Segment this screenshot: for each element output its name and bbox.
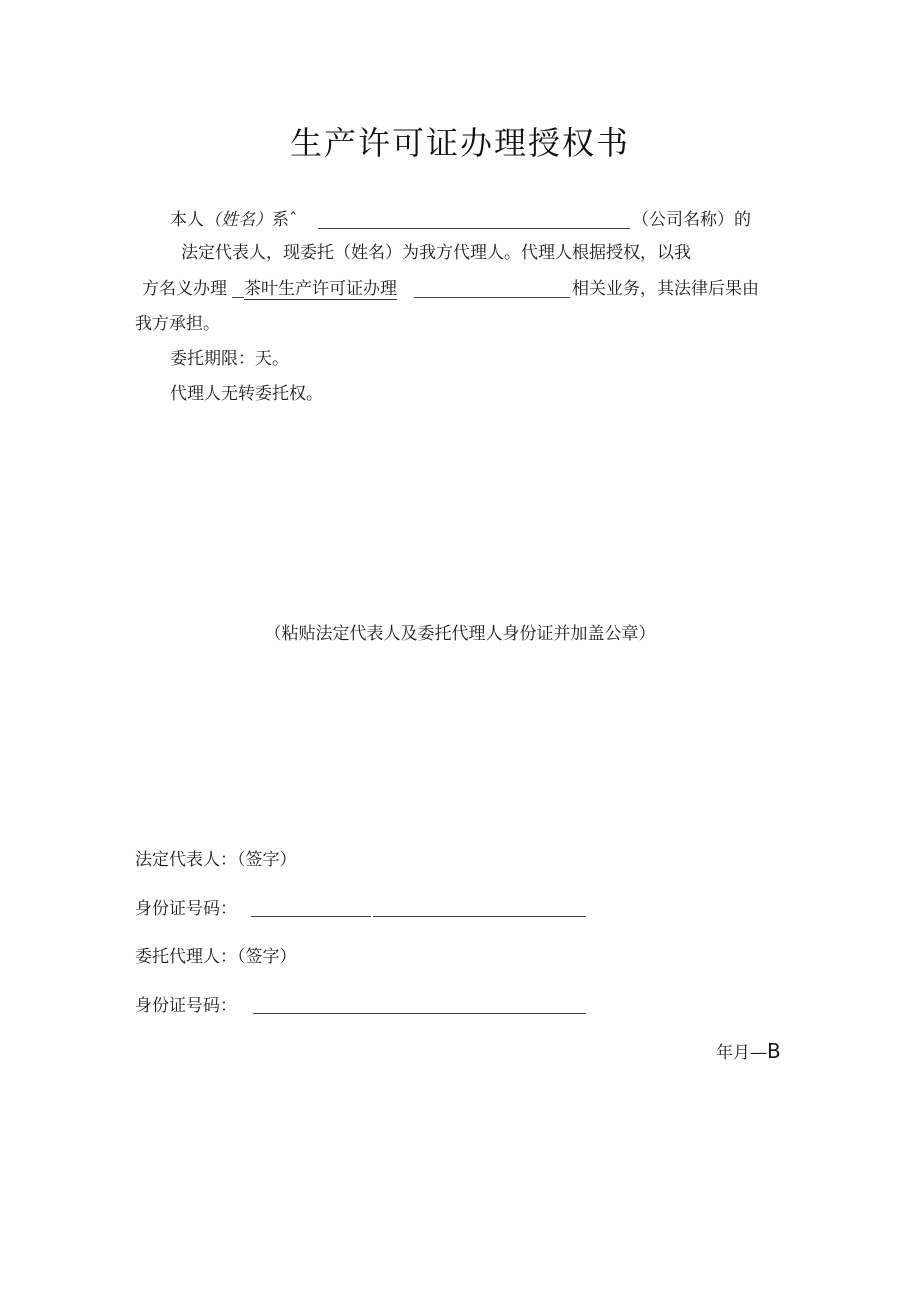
business-blank-lead	[232, 297, 244, 298]
para-line-2: 法定代表人，现委托（姓名）为我方代理人。代理人根据授权，以我	[181, 243, 691, 263]
legal-rep-label: 法定代表人：	[135, 850, 237, 870]
date-text: 年月—	[716, 1043, 767, 1063]
para-line-4: 我方承担。	[135, 314, 220, 334]
date-line	[716, 1041, 781, 1063]
para-line-3-prefix: 方名义办理	[142, 279, 227, 299]
legal-rep-line	[135, 850, 297, 870]
date-b: B	[767, 1039, 781, 1063]
name-hint: （姓名）	[204, 210, 272, 230]
agent-line	[135, 947, 297, 967]
id-blank-2	[253, 1013, 586, 1014]
id-blank-1a	[251, 916, 371, 917]
paste-id-note: （粘贴法定代表人及委托代理人身份证并加盖公章）	[264, 624, 656, 644]
agent-sign: （签字）	[237, 947, 297, 967]
agent-label: 委托代理人：	[135, 947, 237, 967]
company-name-blank	[318, 228, 630, 229]
para1-prefix: 本人	[170, 210, 204, 230]
id-label-1: 身份证号码：	[135, 899, 237, 919]
no-sub-delegation: 代理人无转委托权。	[170, 384, 323, 404]
term-line: 委托期限：天。	[170, 349, 289, 369]
para-line-1	[170, 210, 298, 230]
para1-xi: 系ˆ	[272, 210, 298, 230]
page-title: 生产许可证办理授权书	[289, 124, 630, 162]
legal-rep-sign: （签字）	[237, 850, 297, 870]
id-label-2: 身份证号码：	[135, 996, 237, 1016]
business-name: 茶叶生产许可证办理	[244, 279, 397, 299]
id-blank-1b	[373, 916, 586, 917]
business-blank-tail	[414, 297, 570, 298]
para-line-3-suffix: 相关业务，其法律后果由	[572, 279, 759, 299]
company-hint: （公司名称）的	[632, 210, 751, 230]
